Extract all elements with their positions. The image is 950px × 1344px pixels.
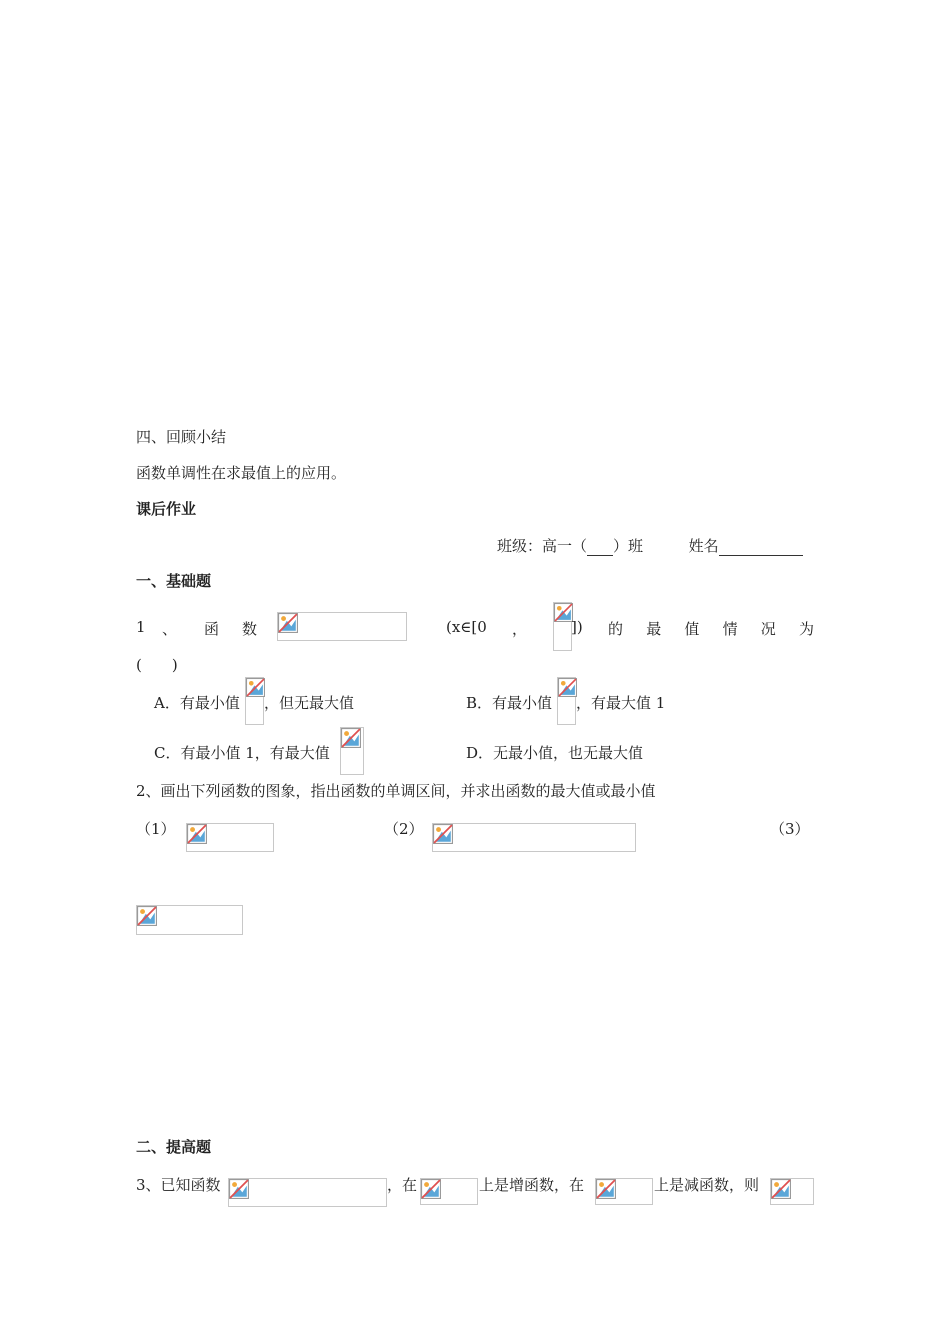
formula-image: [553, 602, 572, 651]
q2-part-3: （3）: [770, 820, 810, 838]
q1-word: 值: [684, 620, 700, 638]
option-b-post: ，有最大值 1: [576, 694, 666, 712]
option-c-pre: C．有最小值 1，有最大值: [154, 744, 330, 762]
q1-comma: ，: [512, 620, 528, 638]
formula-image: [432, 823, 636, 852]
formula-image: [136, 905, 243, 935]
broken-image-icon: [187, 824, 207, 844]
q1-word: 况: [760, 620, 776, 638]
homework-title: 课后作业: [136, 500, 197, 518]
formula-image: [420, 1178, 478, 1205]
q2-part-1: （1）: [136, 820, 176, 838]
q1-answer-paren: ( ): [136, 656, 178, 674]
formula-image: [228, 1178, 387, 1207]
formula-image: [340, 727, 364, 775]
broken-image-icon: [229, 1179, 249, 1199]
q1-word: 最: [646, 620, 662, 638]
q2-text: 2、画出下列函数的图象，指出函数的单调区间，并求出函数的最大值或最小值: [136, 782, 656, 800]
broken-image-icon: [433, 824, 453, 844]
formula-image: [186, 823, 274, 852]
class-blank[interactable]: [587, 541, 613, 556]
option-b-pre: B．有最小值: [466, 694, 553, 712]
class-label: 班级：高一（: [497, 537, 588, 555]
q1-close: ]): [571, 618, 583, 636]
q1-word: 函: [204, 620, 220, 638]
q2-part-2: （2）: [384, 820, 424, 838]
advanced-heading: 二、提高题: [136, 1138, 212, 1156]
class-suffix: ）班: [613, 537, 644, 555]
formula-image: [557, 677, 576, 725]
broken-image-icon: [558, 678, 577, 697]
q3-t2: 上是增函数，在: [479, 1176, 585, 1194]
q1-sep: 、: [162, 620, 178, 638]
basic-heading: 一、基础题: [136, 572, 212, 590]
broken-image-icon: [137, 906, 157, 926]
broken-image-icon: [596, 1179, 616, 1199]
formula-image: [245, 677, 264, 725]
broken-image-icon: [771, 1179, 791, 1199]
section-review-heading: 四、回顾小结: [136, 428, 227, 446]
q1-tail-words: [608, 618, 814, 639]
q1-word: 情: [722, 620, 738, 638]
q3-t1: ，在: [387, 1176, 418, 1194]
broken-image-icon: [341, 728, 361, 748]
q1-word: 数: [242, 620, 258, 638]
q3-pre: 3、已知函数: [136, 1176, 221, 1194]
broken-image-icon: [421, 1179, 441, 1199]
name-blank[interactable]: [719, 541, 803, 556]
q3-t3: 上是减函数，则: [654, 1176, 760, 1194]
name-label: 姓名: [688, 537, 719, 555]
q1-word: 的: [608, 620, 624, 638]
formula-image: [770, 1178, 814, 1205]
formula-image: [595, 1178, 653, 1205]
option-a-post: ，但无最大值: [264, 694, 355, 712]
class-name-line: [497, 535, 803, 556]
q1-num: 1: [136, 618, 146, 636]
q1-domain-open: (x∈[0: [446, 618, 487, 636]
broken-image-icon: [278, 613, 298, 633]
option-a-pre: A．有最小值: [154, 694, 240, 712]
broken-image-icon: [246, 678, 265, 697]
option-d: D．无最小值，也无最大值: [466, 744, 644, 762]
section-review-summary: 函数单调性在求最值上的应用。: [136, 464, 347, 482]
formula-image: [277, 612, 407, 641]
q1-word: 为: [798, 620, 814, 638]
